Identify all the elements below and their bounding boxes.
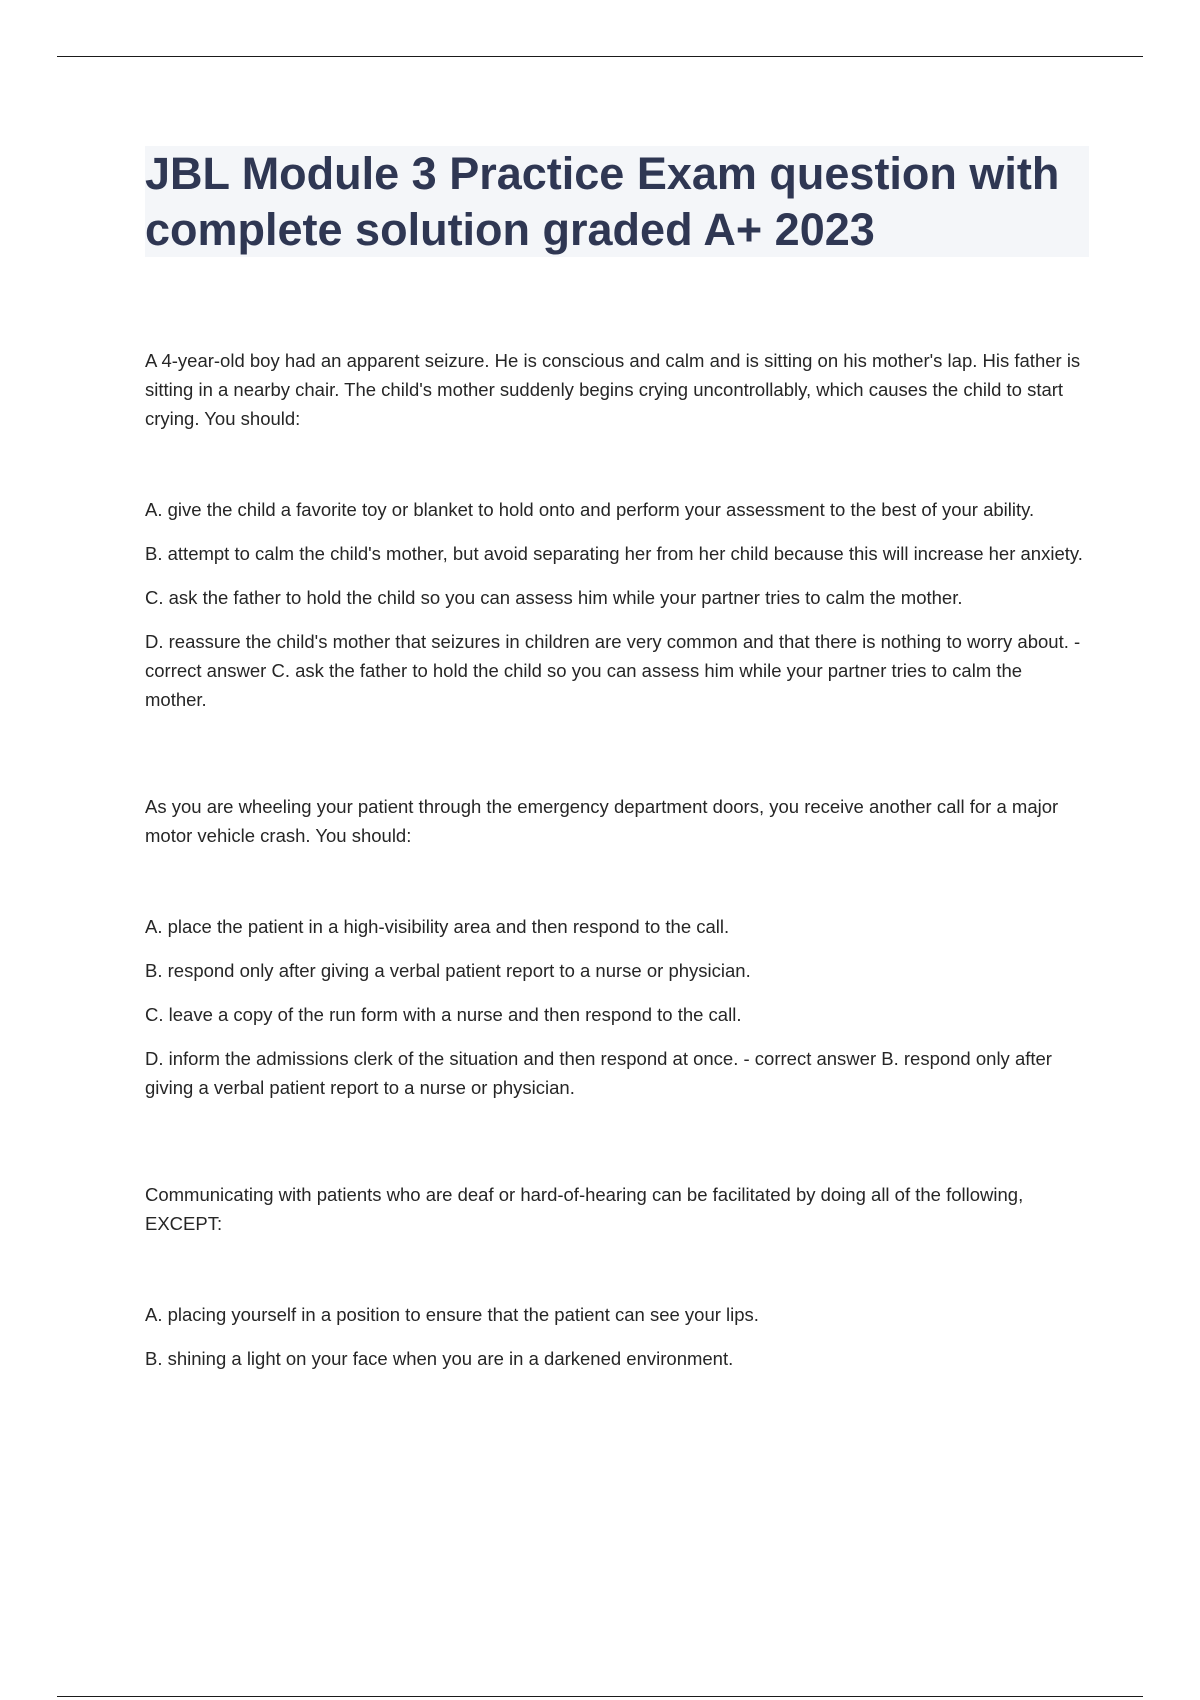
answer-options <box>145 495 1087 714</box>
bottom-rule <box>57 1696 1143 1697</box>
answer-option-a: A. place the patient in a high-visibility area and then respond to the call. <box>145 916 730 937</box>
document-body <box>145 346 1087 1388</box>
answer-options <box>145 912 1087 1102</box>
question-prompt: A 4-year-old boy had an apparent seizure. He is conscious and calm and is sitting on his mother's lap. His father is sitting in a nearby chair. The child's mother suddenly begins crying uncontrollably, which causes the child to start crying. You should: <box>145 350 1081 429</box>
title-block <box>145 146 1089 257</box>
question-2 <box>145 792 1087 1102</box>
answer-option-a: A. placing yourself in a position to ensure that the patient can see your lips. <box>145 1304 759 1325</box>
answer-option-b: B. shining a light on your face when you are in a darkened environment. <box>145 1348 734 1369</box>
question-3 <box>145 1180 1087 1373</box>
answer-options <box>145 1300 1087 1373</box>
top-rule <box>57 56 1143 57</box>
document-title: JBL Module 3 Practice Exam question with complete solution graded A+ 2023 <box>145 148 1060 255</box>
answer-option-c: C. leave a copy of the run form with a nurse and then respond to the call. <box>145 1004 742 1025</box>
answer-option-a: A. give the child a favorite toy or blanket to hold onto and perform your assessment to the best of your ability. <box>145 499 1035 520</box>
question-1 <box>145 346 1087 714</box>
question-prompt: As you are wheeling your patient through the emergency department doors, you receive another call for a major motor vehicle crash. You should: <box>145 796 1059 846</box>
answer-option-b: B. attempt to calm the child's mother, but avoid separating her from her child because this will increase her anxiety. <box>145 543 1083 564</box>
answer-option-d: D. inform the admissions clerk of the situation and then respond at once. - correct answer B. respond only after giving a verbal patient report to a nurse or physician. <box>145 1048 1052 1098</box>
answer-option-d: D. reassure the child's mother that seizures in children are very common and that there is nothing to worry about. - correct answer C. ask the father to hold the child so you can assess him while your partner tries to calm the mother. <box>145 631 1081 710</box>
answer-option-c: C. ask the father to hold the child so you can assess him while your partner tries to calm the mother. <box>145 587 963 608</box>
question-prompt: Communicating with patients who are deaf or hard-of-hearing can be facilitated by doing all of the following, EXCEPT: <box>145 1184 1024 1234</box>
answer-option-b: B. respond only after giving a verbal patient report to a nurse or physician. <box>145 960 751 981</box>
